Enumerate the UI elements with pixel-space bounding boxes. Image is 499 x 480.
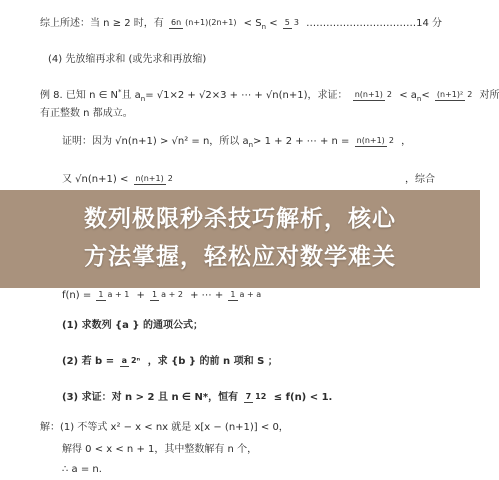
method-heading bbox=[0, 50, 480, 70]
text: < bbox=[269, 18, 278, 29]
text: = √1×2 + √2×3 + ⋯ + √n(n+1)，求证： bbox=[145, 90, 348, 102]
question-1 bbox=[0, 316, 480, 336]
banner-title-line-1: 数列极限秒杀技巧解析，核心 bbox=[84, 206, 396, 232]
text: (4) 先放缩再求和 (或先求和再放缩) bbox=[48, 54, 207, 65]
text: > 1 + 2 + ⋯ + n = bbox=[253, 136, 350, 147]
question-3 bbox=[0, 388, 480, 408]
fraction: n(n+1) 2 bbox=[135, 173, 173, 183]
text: (3) 求证：对 n > 2 且 n ∈ N*，恒有 bbox=[62, 392, 239, 403]
solution-line-3 bbox=[0, 460, 480, 480]
text: ∴ a = n. bbox=[62, 464, 102, 475]
solution-line-2 bbox=[0, 440, 480, 460]
subscript: n bbox=[140, 95, 146, 104]
text: < bbox=[421, 90, 430, 102]
text: ≤ f(n) < 1. bbox=[273, 392, 333, 403]
example-line-2 bbox=[0, 104, 480, 124]
text: (1) 求数列 {a } 的通项公式； bbox=[62, 320, 204, 331]
fraction: 7 12 bbox=[245, 391, 267, 401]
fraction: n(n+1) 2 bbox=[356, 135, 394, 145]
text: 有正整数 n 都成立。 bbox=[40, 108, 133, 119]
text: < a bbox=[399, 90, 417, 102]
text: 解得 0 < x < n + 1，其中整数解有 n 个， bbox=[62, 444, 258, 455]
text: + bbox=[136, 290, 145, 301]
text: 综上所述：当 n ≥ 2 时，有 bbox=[40, 18, 164, 29]
fraction: 1 a + 1 bbox=[98, 289, 130, 299]
banner-title bbox=[0, 200, 480, 276]
solution-line-1 bbox=[0, 418, 480, 438]
subscript: n bbox=[416, 95, 422, 104]
example-line bbox=[0, 82, 499, 104]
banner-title-line-2: 方法掌握，轻松应对数学难关 bbox=[84, 244, 396, 270]
text: ……………………………14 分 bbox=[306, 18, 443, 29]
fraction: 1 a + a bbox=[230, 289, 262, 299]
text: 例 8. 已知 n ∈ N bbox=[40, 90, 118, 102]
superscript: * bbox=[117, 88, 122, 96]
fraction: 5 3 bbox=[284, 17, 299, 27]
text: ，求 {b } 的前 n 项和 S ； bbox=[147, 356, 278, 367]
subscript: n bbox=[261, 23, 266, 31]
fraction: (n+1)² 2 bbox=[436, 89, 473, 99]
text: ，综合 bbox=[405, 174, 435, 185]
text: 对所 bbox=[479, 90, 499, 102]
fraction: 6n (n+1)(2n+1) bbox=[170, 17, 237, 27]
text: + ⋯ + bbox=[190, 290, 224, 301]
fraction: a 2ⁿ bbox=[121, 355, 141, 365]
proof-line-2 bbox=[0, 170, 480, 190]
text: ， bbox=[401, 136, 412, 147]
proof-line bbox=[0, 132, 480, 152]
fraction: 1 a + 2 bbox=[152, 289, 183, 299]
text: 解：(1) 不等式 x² − x < nx 就是 x[x − (n+1)] < 0， bbox=[40, 422, 289, 433]
text: 又 √n(n+1) < bbox=[62, 174, 129, 185]
conclusion-line bbox=[0, 14, 480, 34]
fraction: n(n+1) 2 bbox=[354, 89, 392, 99]
text: f(n) = bbox=[62, 290, 92, 301]
question-2 bbox=[0, 352, 480, 372]
text: 证明：因为 √n(n+1) > √n² = n，所以 a bbox=[62, 136, 249, 147]
text: 且 a bbox=[121, 90, 141, 102]
text: < S bbox=[243, 18, 262, 29]
function-def-line bbox=[0, 286, 480, 306]
subscript: n bbox=[248, 141, 254, 149]
text: (2) 若 b = bbox=[62, 356, 115, 367]
